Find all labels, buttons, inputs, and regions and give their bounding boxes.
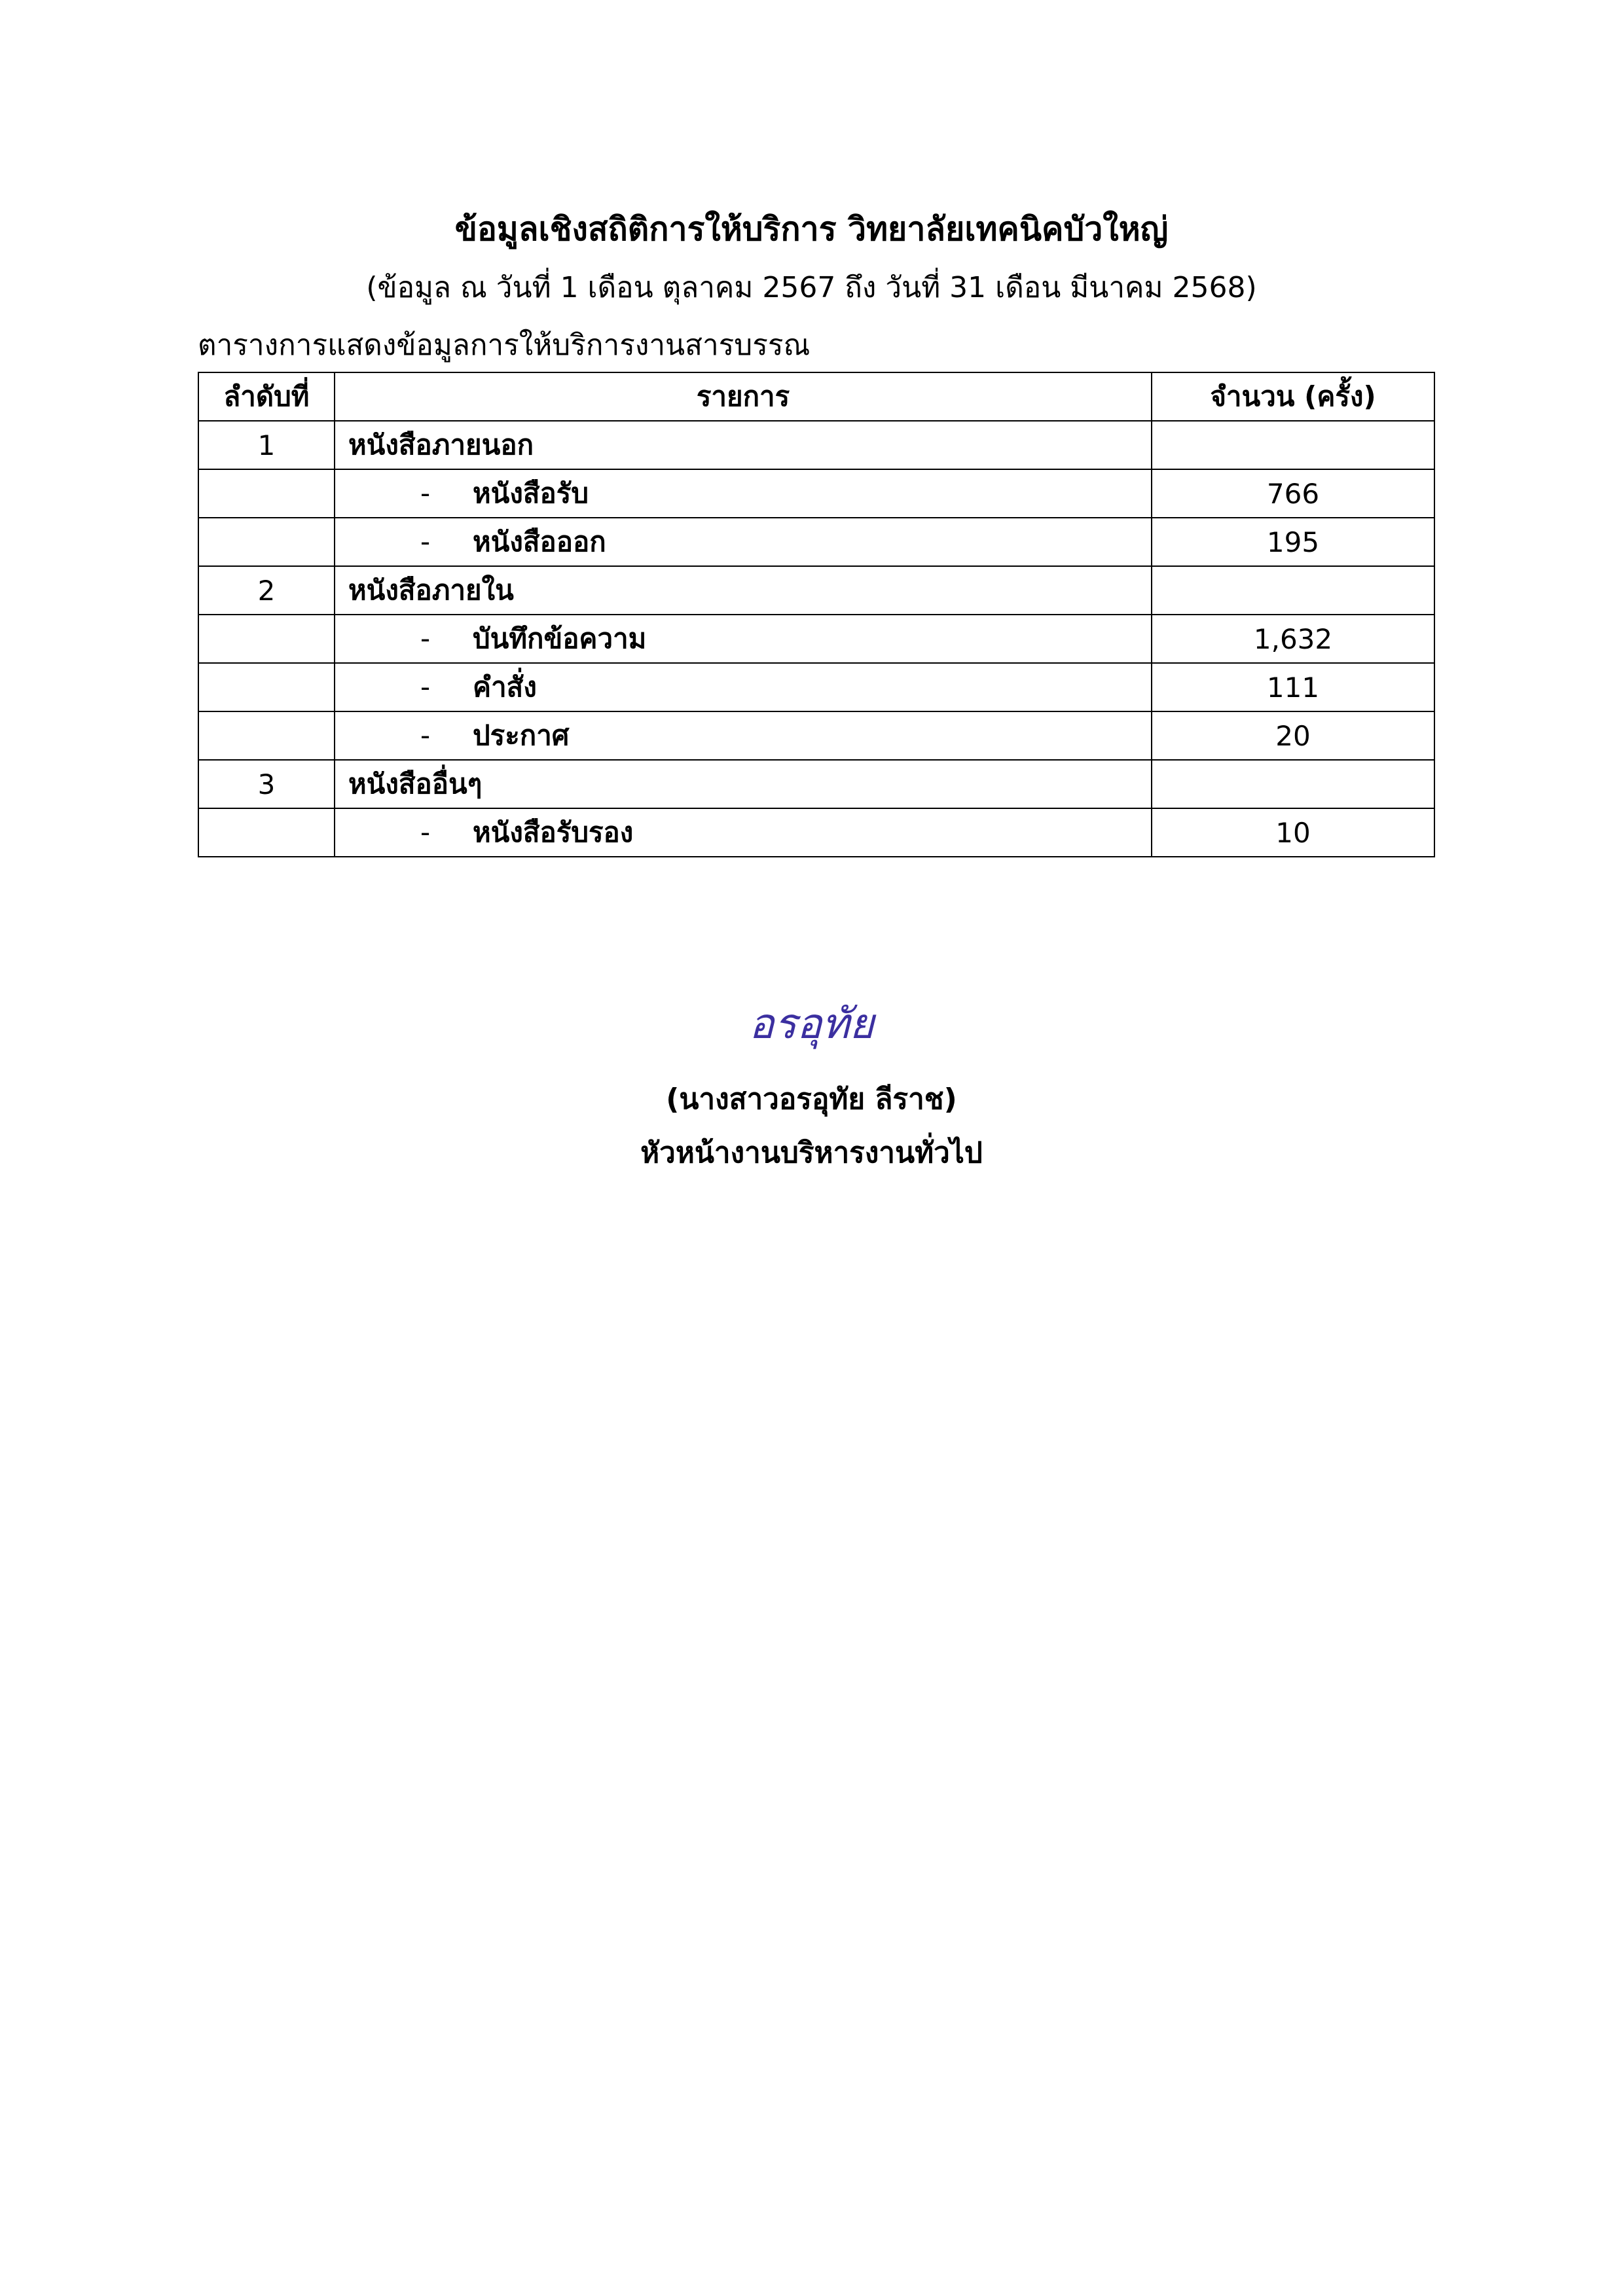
row-no <box>198 663 335 711</box>
row-item: หนังสือภายนอก <box>335 421 1152 469</box>
row-item-label: หนังสือออก <box>473 526 606 558</box>
signatory-name: (นางสาวอรอุทัย ลีราช) <box>666 1083 957 1116</box>
row-no <box>198 615 335 663</box>
row-no <box>198 808 335 857</box>
row-no <box>198 518 335 566</box>
row-amount: 1,632 <box>1152 615 1434 663</box>
row-no <box>198 711 335 760</box>
table-row <box>198 469 1434 518</box>
row-dash: - <box>420 477 431 509</box>
row-no: 1 <box>198 421 335 469</box>
document-date-range: (ข้อมูล ณ วันที่ 1 เดือน ตุลาคม 2567 ถึง วันที่ 31 เดือน มีนาคม 2568) <box>366 271 1257 304</box>
table-row <box>198 808 1434 857</box>
row-amount: 10 <box>1152 808 1434 857</box>
row-no <box>198 469 335 518</box>
row-amount <box>1152 421 1434 469</box>
table-row-group <box>198 760 1434 808</box>
document-title: ข้อมูลเชิงสถิติการให้บริการ วิทยาลัยเทคนิคบัวใหญ่ <box>454 210 1169 248</box>
row-no: 2 <box>198 566 335 615</box>
row-item-label: ประกาศ <box>473 719 570 751</box>
header-item: รายการ <box>335 372 1152 421</box>
row-amount: 195 <box>1152 518 1434 566</box>
table-caption: ตารางการแสดงข้อมูลการให้บริการงานสารบรรณ <box>198 329 811 362</box>
row-dash: - <box>420 671 431 703</box>
row-item-label: คำสั่ง <box>473 671 537 703</box>
header-amount: จำนวน (ครั้ง) <box>1152 372 1434 421</box>
row-item <box>335 615 1152 663</box>
row-dash: - <box>420 719 431 751</box>
row-dash: - <box>420 622 431 655</box>
row-amount: 20 <box>1152 711 1434 760</box>
statistics-table <box>198 372 1435 857</box>
row-amount: 766 <box>1152 469 1434 518</box>
row-item <box>335 469 1152 518</box>
row-amount <box>1152 760 1434 808</box>
header-no: ลำดับที่ <box>198 372 335 421</box>
table-row <box>198 518 1434 566</box>
table-row <box>198 711 1434 760</box>
row-dash: - <box>420 526 431 558</box>
signatory-position: หัวหน้างานบริหารงานทั่วไป <box>640 1136 983 1170</box>
table-row <box>198 663 1434 711</box>
handwritten-signature: อรอุทัย <box>749 1000 874 1049</box>
table-row <box>198 615 1434 663</box>
row-amount: 111 <box>1152 663 1434 711</box>
row-item <box>335 518 1152 566</box>
row-item: หนังสือภายใน <box>335 566 1152 615</box>
row-no: 3 <box>198 760 335 808</box>
table-header-row <box>198 372 1434 421</box>
row-item <box>335 808 1152 857</box>
row-item-label: บันทึกข้อความ <box>473 622 647 655</box>
table-row-group <box>198 566 1434 615</box>
row-item-label: หนังสือรับ <box>473 477 589 509</box>
row-item <box>335 711 1152 760</box>
row-item-label: หนังสือรับรอง <box>473 816 634 848</box>
row-item: หนังสืออื่นๆ <box>335 760 1152 808</box>
row-amount <box>1152 566 1434 615</box>
row-dash: - <box>420 816 431 848</box>
table-row-group <box>198 421 1434 469</box>
row-item <box>335 663 1152 711</box>
